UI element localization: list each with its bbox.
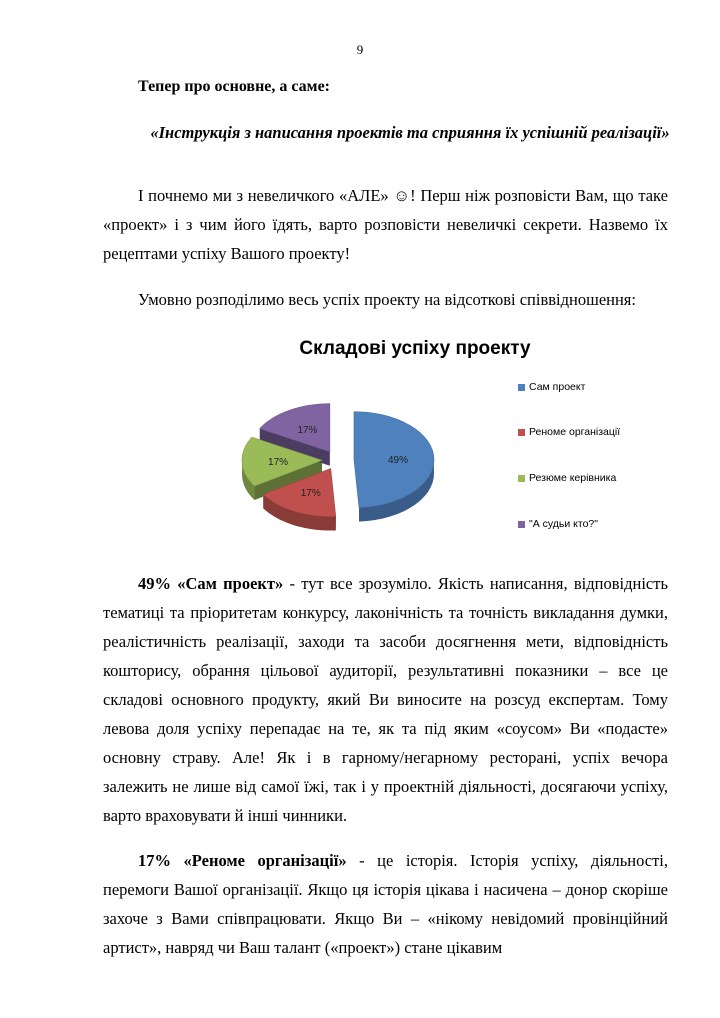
legend-label: Реноме організації: [529, 426, 621, 438]
legend-item-1: [518, 380, 628, 395]
intro-paragraph: І почнемо ми з невеличкого «АЛЕ» ☺! Перш ніж розповісти Вам, що таке «проект» і з чим його їдять, варто розповісти невеличкі секрети. Назвемо їх рецептами успіху Вашого проекту!: [103, 186, 668, 263]
item1-paragraph: [103, 569, 668, 830]
item1-lead: 49% «Сам проект»: [138, 574, 284, 593]
item2-paragraph: [103, 846, 668, 962]
pie-data-label-3: 17%: [268, 457, 289, 469]
legend-label: Резюме керівника: [529, 472, 617, 484]
item1-text: - тут все зрозуміло. Якість написання, відповідність тематиці та пріоритетам конкурсу, лаконічність та точність викладання думки, реалістичність реалізації, заходи та засоби досягнення мети, відповідність кошторису, обрання цільової аудиторії, результативні показники – все це складові основного продукту, який Ви виносите на розсуд експертам. Тому левова доля успіху перепадає на те, як та під яким «соусом» Ви «подасте» основну страву. Але! Як і в гарному/негарному ресторані, успіх вечора залежить не лише від самої їжі, так і у проектній діяльності, досягаючи успіху, варто враховувати й інші чинники.: [103, 574, 668, 825]
legend-item-2: [518, 425, 628, 440]
legend-item-3: [518, 471, 628, 486]
instruction-title: «Інструкція з написання проектів та сприяння їх успішній реалізації»: [150, 123, 670, 142]
section-heading: Тепер про основне, а саме:: [138, 78, 331, 95]
item2-lead: 17% «Реноме організації»: [138, 851, 347, 870]
page-number: 9: [356, 42, 364, 57]
legend-swatch: [518, 475, 525, 482]
legend-label: "А судьи кто?": [529, 518, 598, 530]
pie-data-label-4: 17%: [297, 425, 318, 437]
pie-data-label-2: 17%: [300, 488, 321, 500]
pie-data-label-1: 49%: [387, 454, 408, 466]
legend-label: Сам проект: [529, 381, 586, 393]
legend-swatch: [518, 521, 525, 528]
split-paragraph: Умовно розподілимо весь успіх проекту на відсоткові співвідношення:: [138, 290, 636, 309]
item2-text: - це історія. Історія успіху, діяльності, перемоги Вашої організації. Якщо ця історія цікава і насичена – донор скоріше захоче з Вами співпрацювати. Якщо Ви – «нікому невідомий провінційний артист», навряд чи Ваш талант («проект») стане цікавим: [103, 851, 668, 957]
legend-swatch: [518, 429, 525, 436]
legend-item-4: [518, 517, 628, 532]
chart-title: Складові успіху проекту: [299, 338, 531, 359]
legend-swatch: [518, 384, 525, 391]
